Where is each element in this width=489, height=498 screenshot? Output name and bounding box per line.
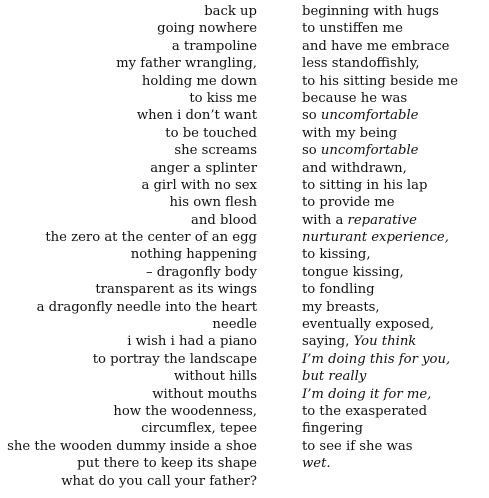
poem-line: nurturant experience, xyxy=(302,230,449,246)
poem-text: saying, xyxy=(302,334,354,350)
poem-line: to fondling xyxy=(302,282,375,298)
poem-line: because he was xyxy=(302,90,408,106)
poem-italic-text: reparative xyxy=(347,212,417,228)
poem-line: when i don’t want xyxy=(136,108,257,124)
poem-line: a girl with no sex xyxy=(141,177,257,193)
poem-text: so xyxy=(302,108,321,124)
poem-line: she the wooden dummy inside a shoe xyxy=(7,438,257,454)
poem-line: without hills xyxy=(173,369,257,385)
poem-line xyxy=(302,333,458,350)
poem-line: a dragonfly needle into the heart xyxy=(36,299,257,315)
poem-line: to sitting in his lap xyxy=(302,177,428,193)
poem-line: to provide me xyxy=(302,195,395,211)
poem-line: tongue kissing, xyxy=(302,264,404,280)
poem-line xyxy=(302,107,458,124)
poem-line: to kissing, xyxy=(302,247,371,263)
poem-italic-text: uncomfortable xyxy=(320,108,419,124)
poem-line: I’m doing it for me, xyxy=(302,386,432,402)
poem-line: less standoffishly, xyxy=(302,56,420,72)
poem-right-column xyxy=(302,3,458,473)
poem-line: going nowhere xyxy=(157,21,257,37)
poem-line: and withdrawn, xyxy=(302,160,407,176)
poem-line: to portray the landscape xyxy=(92,351,257,367)
poem-line: his own flesh xyxy=(169,195,257,211)
poem-line: a trampoline xyxy=(171,38,257,54)
poem-line: i wish i had a piano xyxy=(127,334,257,350)
poem-line: and blood xyxy=(191,212,257,228)
poem-text: with a xyxy=(302,212,348,228)
poem-line: fingering xyxy=(302,421,363,437)
poem-line: how the woodenness, xyxy=(113,403,257,419)
poem-line: holding me down xyxy=(141,73,257,89)
poem-line: put there to keep its shape xyxy=(77,456,257,472)
poem-line: beginning with hugs xyxy=(302,4,439,19)
poem-line xyxy=(302,142,458,159)
poem-line: wet. xyxy=(302,456,331,472)
poem-line: my breasts, xyxy=(302,299,380,315)
poem-line: anger a splinter xyxy=(150,160,257,176)
poem-line: – dragonfly body xyxy=(146,264,257,280)
poem-line: to the exasperated xyxy=(302,403,428,419)
poem-line: what do you call your father? xyxy=(61,473,257,489)
poem-italic-text: You think xyxy=(353,334,417,350)
poem-line: to be touched xyxy=(165,125,257,141)
poem-line: but really xyxy=(302,369,367,385)
poem-line: with my being xyxy=(302,125,398,141)
poem-line: to his sitting beside me xyxy=(302,73,459,89)
poem-line: to see if she was xyxy=(302,438,413,454)
poem-line: to unstiffen me xyxy=(302,21,403,37)
poem-line: circumflex, tepee xyxy=(141,421,257,437)
poem-italic-text: uncomfortable xyxy=(320,143,419,159)
poem-left-column xyxy=(7,3,257,490)
poem-line: nothing happening xyxy=(130,247,257,263)
poem-line: I’m doing this for you, xyxy=(302,351,451,367)
poem-line: transparent as its wings xyxy=(95,282,257,298)
poem-text: so xyxy=(302,143,321,159)
poem-line: back up xyxy=(204,4,257,19)
poem-line xyxy=(302,212,458,229)
poem-line: my father wrangling, xyxy=(116,56,257,72)
poem-line: to kiss me xyxy=(189,90,257,106)
poem-line: without mouths xyxy=(152,386,257,402)
poem-line: and have me embrace xyxy=(302,38,450,54)
poem-line: needle xyxy=(212,317,257,333)
poem-line: eventually exposed, xyxy=(302,317,435,333)
poem-line: she screams xyxy=(174,143,257,159)
poem-line: the zero at the center of an egg xyxy=(45,230,257,246)
